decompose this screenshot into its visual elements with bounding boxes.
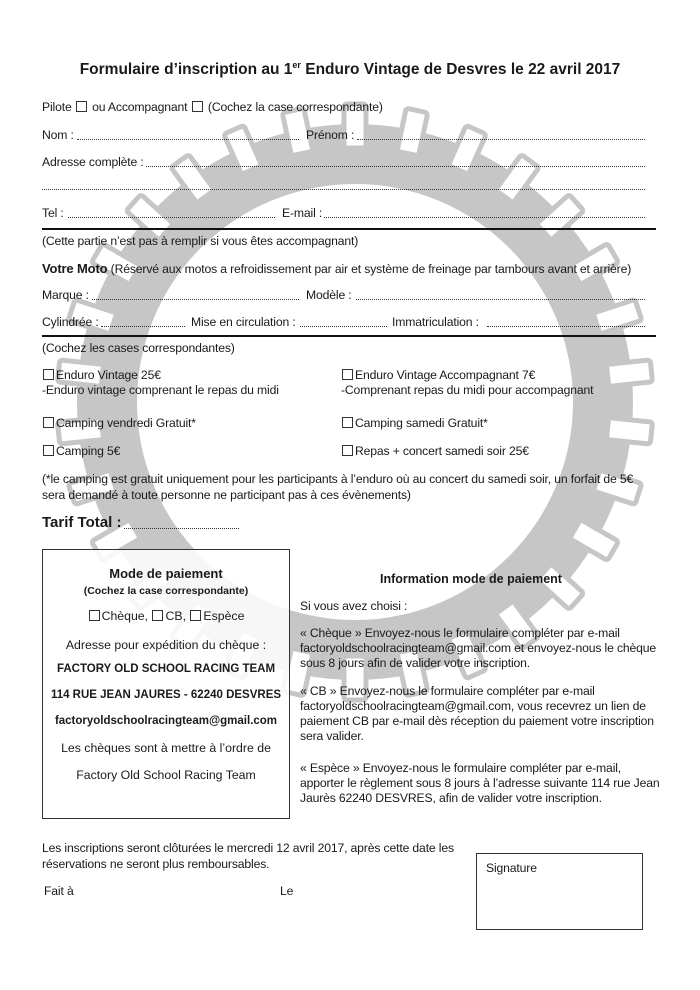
adresse-label: Adresse complète :: [42, 155, 144, 169]
option-repas-concert[interactable]: Repas + concert samedi soir 25€: [341, 444, 529, 458]
prenom-label: Prénom :: [306, 128, 355, 142]
options-instruction: (Cochez les cases correspondantes): [42, 341, 235, 355]
organization-address: 114 RUE JEAN JAURES - 62240 DESVRES: [50, 689, 282, 701]
email-field[interactable]: [324, 217, 645, 218]
option-camping-samedi[interactable]: Camping samedi Gratuit*: [341, 416, 488, 430]
camping-footnote-line-1: (*le camping est gratuit uniquement pour les participants à l’enduro où au concert du samedi soir, un forfait de 5€: [42, 472, 634, 486]
option-camping-vendredi[interactable]: Camping vendredi Gratuit*: [42, 416, 196, 430]
payment-mode-title: Mode de paiement: [109, 566, 223, 581]
immatriculation-label: Immatriculation :: [392, 315, 479, 329]
modele-label: Modèle :: [306, 288, 352, 302]
tarif-total-label: Tarif Total :: [42, 514, 122, 531]
repas-concert-checkbox[interactable]: [342, 445, 353, 456]
moto-heading: Votre Moto: [42, 261, 108, 276]
moto-heading-row: [42, 261, 631, 276]
page-title: Formulaire d’inscription au 1er Enduro Vintage de Desvres le 22 avril 2017: [79, 60, 621, 78]
adresse-field-1[interactable]: [146, 166, 645, 167]
payment-info-cheque-1: « Chèque » Envoyez-nous le formulaire compléter par e-mail: [300, 626, 620, 640]
nom-field[interactable]: [77, 139, 299, 140]
tel-field[interactable]: [68, 217, 275, 218]
closing-line-2: réservations ne seront plus remboursables.: [42, 857, 270, 871]
mise-circulation-label: Mise en circulation :: [191, 315, 296, 329]
enduro-accompagnant-checkbox[interactable]: [342, 369, 353, 380]
enduro-checkbox[interactable]: [43, 369, 54, 380]
nom-label: Nom :: [42, 128, 74, 142]
payment-info-espece-2: apporter le règlement sous 8 jours à l’adresse suivante 114 rue Jean: [300, 776, 660, 790]
cylindree-label: Cylindrée :: [42, 315, 99, 329]
cheque-order-line-1: Les chèques sont à mettre à l’ordre de: [61, 741, 271, 755]
signature-box[interactable]: [476, 853, 643, 930]
adresse-field-2[interactable]: [42, 189, 645, 190]
marque-label: Marque :: [42, 288, 89, 302]
camping-checkbox[interactable]: [43, 445, 54, 456]
mise-circulation-field[interactable]: [300, 326, 387, 327]
cheque-order-line-2: Factory Old School Racing Team: [76, 768, 256, 782]
payment-info-cheque-2: factoryoldschoolracingteam@gmail.com et envoyez-nous le chèque: [300, 641, 657, 655]
organization-email: factoryoldschoolracingteam@gmail.com: [54, 715, 278, 727]
cylindree-field[interactable]: [101, 326, 185, 327]
payment-info-espece-1: « Espèce » Envoyez-nous le formulaire compléter par e-mail,: [300, 761, 622, 775]
divider-1: [42, 228, 656, 230]
participant-type-row: Pilote ou Accompagnant (Cochez la case correspondante): [42, 100, 383, 114]
organization-name: FACTORY OLD SCHOOL RACING TEAM: [56, 663, 276, 675]
cb-checkbox[interactable]: [152, 610, 163, 621]
marque-field[interactable]: [92, 299, 299, 300]
camping-samedi-checkbox[interactable]: [342, 417, 353, 428]
payment-mode-box: [42, 549, 290, 819]
payment-info-cb-2: factoryoldschoolracingteam@gmail.com, vous recevrez un lien de: [300, 699, 646, 713]
cheque-address-intro: Adresse pour expédition du chèque :: [65, 638, 267, 652]
option-enduro-accompagnant[interactable]: Enduro Vintage Accompagnant 7€: [341, 368, 535, 382]
payment-info-cb-1: « CB » Envoyez-nous le formulaire compléter par e-mail: [300, 684, 595, 698]
payment-info-cheque-3: sous 8 jours afin de valider votre inscription.: [300, 656, 531, 670]
option-enduro-accompagnant-desc: -Comprenant repas du midi pour accompagnant: [341, 383, 594, 397]
option-camping[interactable]: Camping 5€: [42, 444, 120, 458]
payment-info-title: Information mode de paiement: [380, 572, 562, 586]
espece-checkbox[interactable]: [190, 610, 201, 621]
pilote-checkbox[interactable]: [76, 101, 87, 112]
tel-label: Tel :: [42, 206, 64, 220]
fait-a-label: Fait à: [44, 884, 74, 898]
camping-footnote-line-2: sera demandé à toute personne ne participant pas à ces évènements): [42, 488, 411, 502]
cheque-checkbox[interactable]: [89, 610, 100, 621]
prenom-field[interactable]: [357, 139, 645, 140]
modele-field[interactable]: [356, 299, 645, 300]
payment-mode-options: Chèque, CB, Espèce: [43, 609, 289, 623]
option-enduro[interactable]: Enduro Vintage 25€: [42, 368, 161, 382]
divider-2: [42, 335, 656, 337]
payment-mode-subtitle: (Cochez la case correspondante): [83, 585, 249, 597]
moto-heading-note: (Réservé aux motos a refroidissement par air et système de freinage par tambours avant et arrière): [110, 262, 632, 276]
payment-info-cb-3: paiement CB par e-mail dès réception du paiement votre inscription: [300, 714, 654, 728]
option-enduro-desc: -Enduro vintage comprenant le repas du midi: [42, 383, 279, 397]
payment-info-espece-3: Jaurès 62240 DESVRES, afin de valider votre inscription.: [300, 791, 602, 805]
signature-label: Signature: [486, 861, 537, 875]
payment-info-intro: Si vous avez choisi :: [300, 599, 408, 613]
closing-line-1: Les inscriptions seront clôturées le mercredi 12 avril 2017, après cette date les: [42, 841, 454, 855]
accompagnant-note: (Cette partie n’est pas à remplir si vous êtes accompagnant): [42, 234, 359, 248]
le-label: Le: [280, 884, 294, 898]
tarif-total-field[interactable]: [124, 528, 239, 529]
accompagnant-checkbox[interactable]: [192, 101, 203, 112]
camping-vendredi-checkbox[interactable]: [43, 417, 54, 428]
payment-info-cb-4: sera valider.: [300, 729, 364, 743]
email-label: E-mail :: [282, 206, 323, 220]
immatriculation-field[interactable]: [487, 326, 645, 327]
